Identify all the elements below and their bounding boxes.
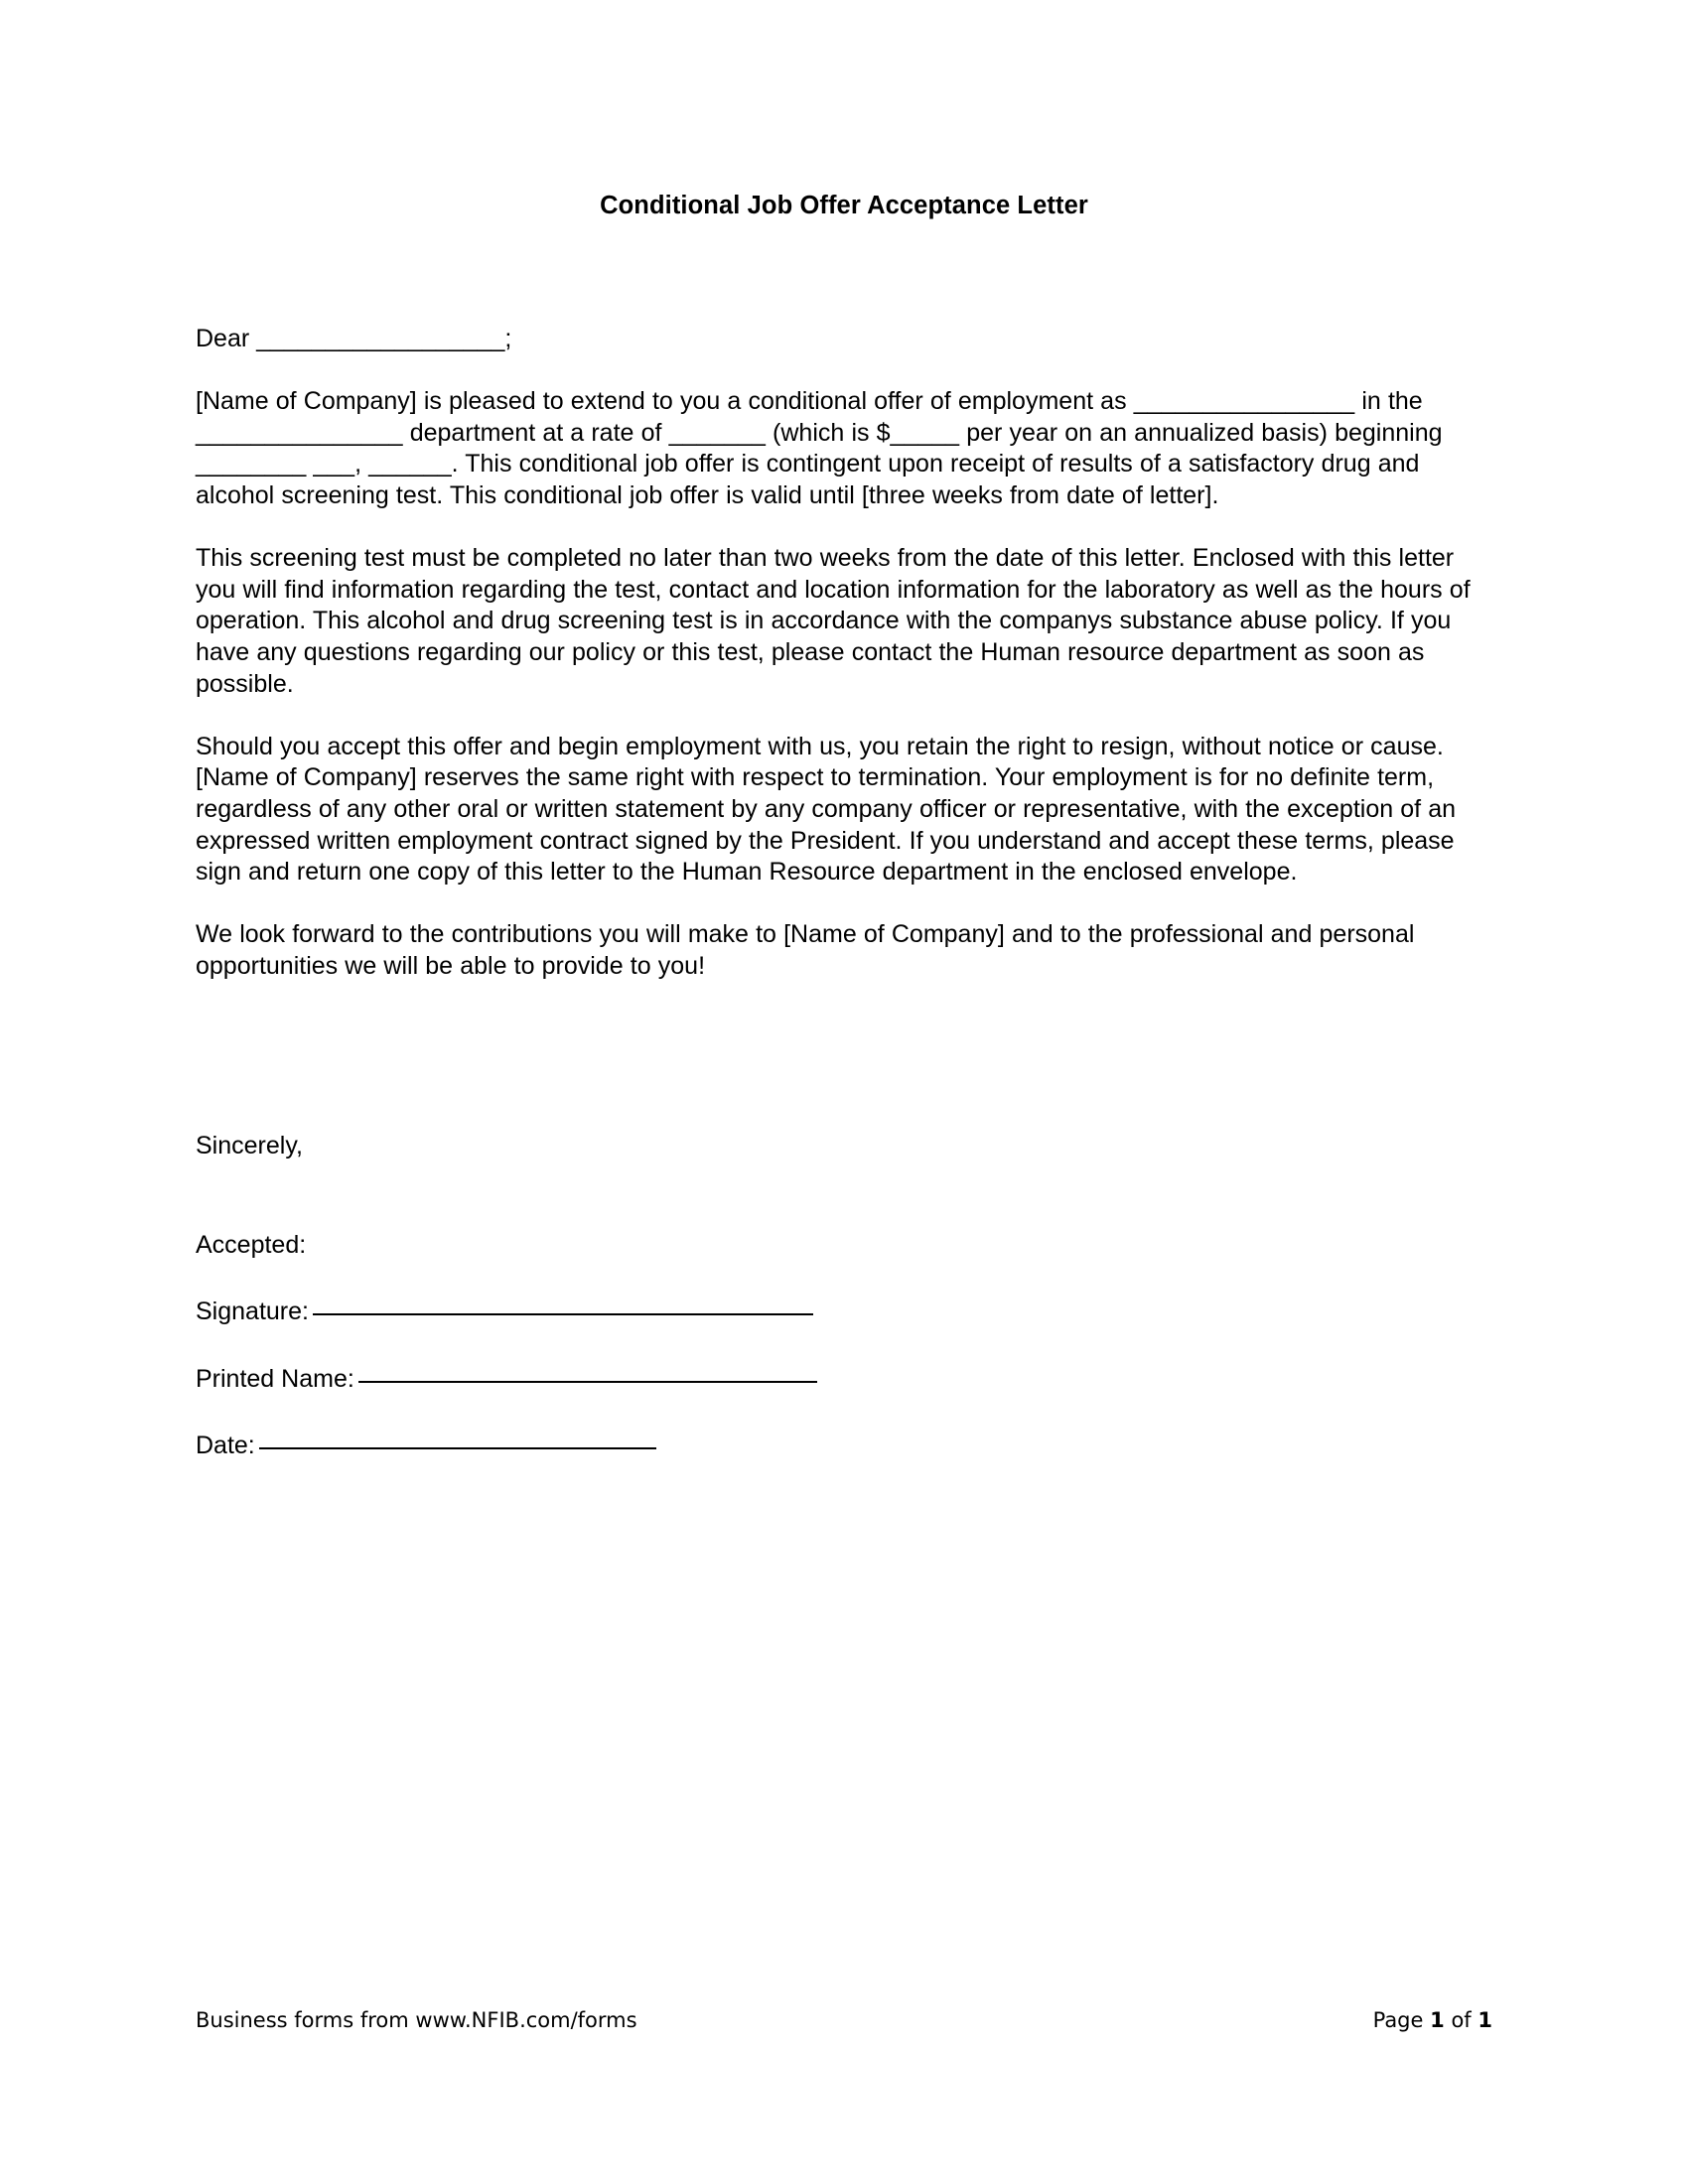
spacer-date [196, 1395, 1477, 1431]
signature-block [196, 1131, 1477, 1462]
letter-body [196, 324, 1477, 982]
spacer-signature [196, 1162, 1477, 1230]
date-input-rule[interactable] [259, 1447, 656, 1449]
sincerely-line: Sincerely, [196, 1132, 303, 1160]
date-field-row[interactable] [196, 1431, 1477, 1462]
paragraph-closing-remarks: We look forward to the contributions you will make to [Name of Company] and to the professional and personal opportunities we will be able to provide to you! [196, 920, 1415, 980]
footer-page-indicator [1373, 2007, 1492, 2033]
printed-name-input-rule[interactable] [358, 1381, 817, 1383]
printed-name-field-row[interactable] [196, 1364, 1477, 1396]
footer-source-text: Business forms from www.NFIB.com/forms [196, 2008, 637, 2032]
signature-field-row[interactable] [196, 1297, 1477, 1328]
page-footer [196, 2007, 1492, 2033]
paragraph-offer-details: [Name of Company] is pleased to extend to you a conditional offer of employment as ________________ in the _______________ department at a rate of _______ (which is $_____ per year on an annualized basis) beginning ________ ___, ______. This conditional job offer is contingent upon receipt of results of a satisfactory drug and alcohol screening test. This conditional job offer is valid until [three weeks from date of letter]. [196, 387, 1443, 509]
signature-input-rule[interactable] [313, 1313, 813, 1315]
salutation-line: Dear __________________; [196, 325, 512, 352]
footer-page-number: 1 [1430, 2008, 1445, 2032]
paragraph-screening-test: This screening test must be completed no later than two weeks from the date of this letter. Enclosed with this letter you will find information regarding the test, contact and location information for the laboratory as well as the hours of operation. This alcohol and drug screening test is in accordance with the companys substance abuse policy. If you have any questions regarding our policy or this test, please contact the Human resource department as soon as possible. [196, 544, 1471, 698]
date-label: Date: [196, 1432, 255, 1460]
accepted-label: Accepted: [196, 1230, 307, 1259]
signature-label: Signature: [196, 1297, 309, 1326]
paragraph-at-will-terms: Should you accept this offer and begin employment with us, you retain the right to resign, without notice or cause. [Name of Company] reserves the same right with respect to termination. Your employment is for no definite term, regardless of any other oral or written statement by any company officer or representative, with the exception of an expressed written employment contract signed by the President. If you understand and accept these terms, please sign and return one copy of this letter to the Human Resource department in the enclosed envelope. [196, 732, 1457, 887]
footer-page-total: 1 [1477, 2008, 1492, 2032]
spacer-printed-name [196, 1328, 1477, 1364]
page-title: Conditional Job Offer Acceptance Letter [600, 192, 1088, 219]
printed-name-label: Printed Name: [196, 1364, 354, 1393]
spacer-accepted [196, 1261, 1477, 1297]
footer-of-word: of [1451, 2008, 1472, 2032]
footer-page-word: Page [1372, 2008, 1424, 2032]
